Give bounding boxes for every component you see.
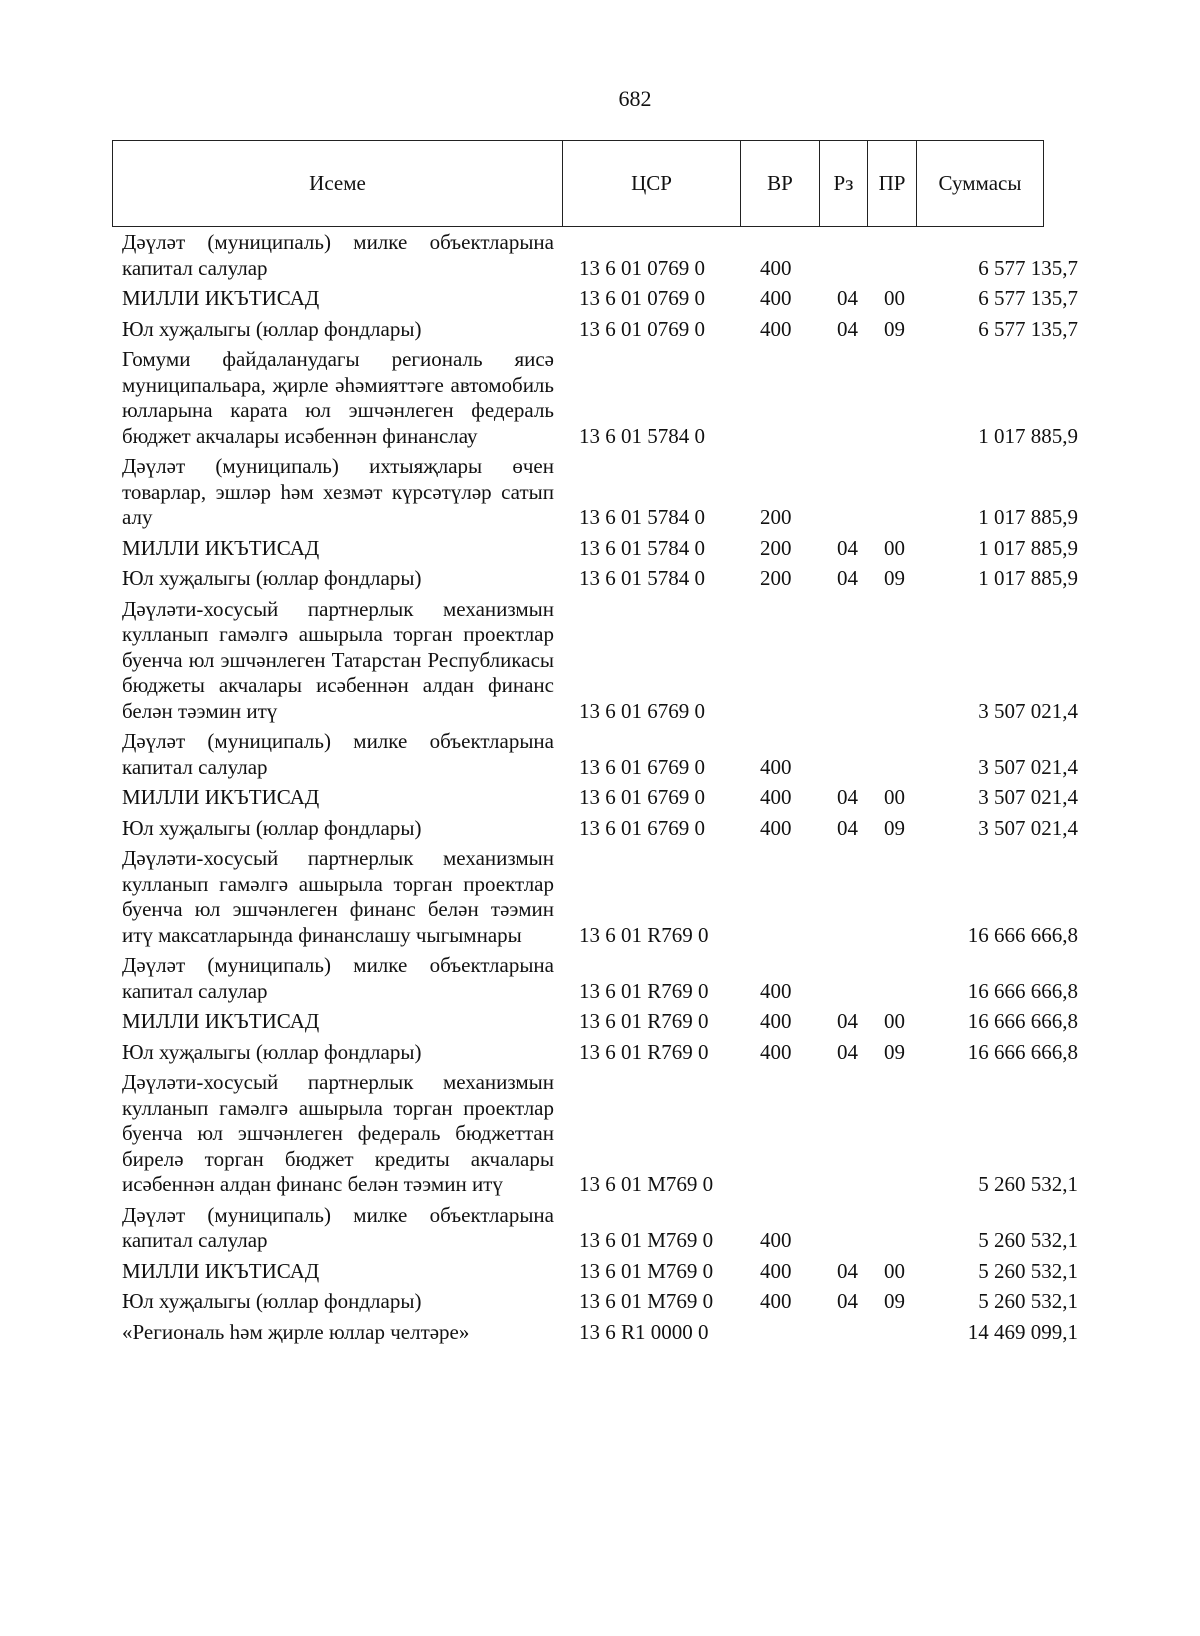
row-name: Дәүләт (муниципаль) милке объектларына капитал салулар xyxy=(122,953,554,1003)
row-sum: 1 017 885,9 xyxy=(978,535,1078,560)
table-row xyxy=(0,846,1200,948)
row-csr: 13 6 01 М769 0 xyxy=(579,1172,714,1196)
row-csr: 13 6 01 5784 0 xyxy=(579,505,705,529)
row-vr: 400 xyxy=(760,1039,792,1064)
row-name: Юл хуҗалыгы (юллар фондлары) xyxy=(122,815,422,840)
row-vr: 200 xyxy=(760,505,792,529)
row-pr: 00 xyxy=(884,1258,905,1283)
column-header-pr: ПР xyxy=(868,141,917,226)
row-rz: 04 xyxy=(837,1009,858,1033)
column-header-sum: Суммасы xyxy=(938,171,1022,195)
table-row xyxy=(0,1203,1200,1254)
table-row xyxy=(0,1320,1200,1346)
row-sum: 5 260 532,1 xyxy=(978,1258,1078,1283)
row-vr: 200 xyxy=(760,566,792,590)
row-name: Дәүләт (муниципаль) ихтыяҗлары өчен товарлар, эшләр һәм хезмәт күрсәтүләр сатып алу xyxy=(122,454,554,529)
row-rz: 04 xyxy=(837,286,858,310)
row-vr: 400 xyxy=(760,1009,792,1033)
row-csr: 13 6 01 5784 0 xyxy=(579,566,705,590)
row-pr: 00 xyxy=(884,286,905,310)
row-csr: 13 6 01 R769 0 xyxy=(579,1009,709,1033)
row-csr: 13 6 R1 0000 0 xyxy=(579,1319,709,1344)
row-rz: 04 xyxy=(837,1289,858,1313)
row-csr: 13 6 01 М769 0 xyxy=(579,1258,714,1283)
table-row xyxy=(0,1009,1200,1035)
row-csr: 13 6 01 R769 0 xyxy=(579,922,709,947)
row-vr: 400 xyxy=(760,316,792,341)
row-csr: 13 6 01 6769 0 xyxy=(579,815,705,840)
column-header-vr: ВР xyxy=(741,141,820,226)
row-sum: 6 577 135,7 xyxy=(978,286,1078,310)
row-vr: 400 xyxy=(760,286,792,310)
column-header-rz: Рз xyxy=(820,141,868,226)
row-pr: 00 xyxy=(884,535,905,560)
row-vr: 400 xyxy=(760,1258,792,1283)
row-pr: 00 xyxy=(884,785,905,809)
table-body xyxy=(0,230,1200,1350)
row-sum: 5 260 532,1 xyxy=(978,1228,1078,1252)
row-csr: 13 6 01 0769 0 xyxy=(579,255,705,280)
table-row xyxy=(0,1070,1200,1198)
row-pr: 09 xyxy=(884,1289,905,1313)
row-csr: 13 6 01 М769 0 xyxy=(579,1289,714,1313)
table-row xyxy=(0,1259,1200,1285)
row-csr: 13 6 01 R769 0 xyxy=(579,978,709,1003)
row-rz: 04 xyxy=(837,316,858,341)
page-number: 682 xyxy=(618,86,652,111)
row-name: МИЛЛИ ИКЪТИСАД xyxy=(122,1009,320,1033)
table-row xyxy=(0,566,1200,592)
row-csr: 13 6 01 0769 0 xyxy=(579,316,705,341)
row-sum: 16 666 666,8 xyxy=(967,922,1078,947)
row-name: МИЛЛИ ИКЪТИСАД xyxy=(122,286,320,310)
row-sum: 3 507 021,4 xyxy=(978,698,1078,723)
row-name: Юл хуҗалыгы (юллар фондлары) xyxy=(122,316,422,341)
row-sum: 3 507 021,4 xyxy=(978,815,1078,840)
row-vr: 400 xyxy=(760,1289,792,1313)
row-sum: 16 666 666,8 xyxy=(967,1009,1078,1033)
row-vr: 200 xyxy=(760,535,792,560)
row-csr: 13 6 01 5784 0 xyxy=(579,423,705,448)
row-name: «Региональ һәм җирле юллар челтәре» xyxy=(122,1319,470,1344)
row-rz: 04 xyxy=(837,785,858,809)
row-name: Юл хуҗалыгы (юллар фондлары) xyxy=(122,1039,422,1064)
row-name: МИЛЛИ ИКЪТИСАД xyxy=(122,785,320,809)
row-sum: 14 469 099,1 xyxy=(967,1319,1078,1344)
table-row xyxy=(0,347,1200,449)
row-sum: 1 017 885,9 xyxy=(978,423,1078,448)
table-row xyxy=(0,286,1200,312)
table-row xyxy=(0,1289,1200,1315)
row-vr: 400 xyxy=(760,754,792,779)
row-name: Дәүләти-хосусый партнерлык механизмын кулланып гамәлгә ашырыла торган проектлар буенча юл эшчәнлеген федераль бюджеттан бирелә торган бюджет кредиты акчалары исәбеннән алдан финанс белән тәэмин итү xyxy=(122,1070,554,1196)
row-name: МИЛЛИ ИКЪТИСАД xyxy=(122,1258,320,1283)
row-pr: 09 xyxy=(884,566,905,590)
row-name: Дәүләт (муниципаль) милке объектларына капитал салулар xyxy=(122,729,554,779)
row-csr: 13 6 01 6769 0 xyxy=(579,785,705,809)
row-name: Гомуми файдаланудагы региональ яисә муниципальара, җирле әһәмияттәге автомобиль юлларына карата юл эшчәнлеген федераль бюджет акчалары исәбеннән финанслау xyxy=(122,347,554,448)
table-row xyxy=(0,816,1200,842)
row-sum: 3 507 021,4 xyxy=(978,785,1078,809)
row-vr: 400 xyxy=(760,785,792,809)
row-csr: 13 6 01 6769 0 xyxy=(579,698,705,723)
row-sum: 5 260 532,1 xyxy=(978,1172,1078,1196)
row-csr: 13 6 01 6769 0 xyxy=(579,754,705,779)
row-pr: 09 xyxy=(884,815,905,840)
row-sum: 3 507 021,4 xyxy=(978,754,1078,779)
row-name: Юл хуҗалыгы (юллар фондлары) xyxy=(122,566,422,590)
column-header-csr: ЦСР xyxy=(563,141,741,226)
row-sum: 16 666 666,8 xyxy=(967,1039,1078,1064)
table-row xyxy=(0,317,1200,343)
row-pr: 00 xyxy=(884,1009,905,1033)
row-name: Дәүләт (муниципаль) милке объектларына капитал салулар xyxy=(122,1202,554,1252)
row-rz: 04 xyxy=(837,535,858,560)
row-pr: 09 xyxy=(884,1039,905,1064)
row-name: МИЛЛИ ИКЪТИСАД xyxy=(122,535,320,560)
row-sum: 6 577 135,7 xyxy=(978,316,1078,341)
table-row xyxy=(0,785,1200,811)
row-csr: 13 6 01 R769 0 xyxy=(579,1039,709,1064)
row-name: Дәүләт (муниципаль) милке объектларына капитал салулар xyxy=(122,230,554,280)
table-row xyxy=(0,597,1200,725)
row-pr: 09 xyxy=(884,316,905,341)
table-row xyxy=(0,536,1200,562)
column-header-name: Исеме xyxy=(113,141,563,226)
row-sum: 1 017 885,9 xyxy=(978,566,1078,590)
row-sum: 5 260 532,1 xyxy=(978,1289,1078,1313)
row-sum: 6 577 135,7 xyxy=(978,255,1078,280)
row-name: Юл хуҗалыгы (юллар фондлары) xyxy=(122,1289,422,1313)
table-row xyxy=(0,230,1200,281)
table-row xyxy=(0,953,1200,1004)
row-sum: 16 666 666,8 xyxy=(967,978,1078,1003)
row-rz: 04 xyxy=(837,1258,858,1283)
table-row xyxy=(0,1040,1200,1066)
row-name: Дәүләти-хосусый партнерлык механизмын кулланып гамәлгә ашырыла торган проектлар буенча юл эшчәнлеген финанс белән тәэмин итү максатларында финанслашу чыгымнары xyxy=(122,846,554,947)
row-sum: 1 017 885,9 xyxy=(978,505,1078,529)
table-row xyxy=(0,729,1200,780)
row-vr: 400 xyxy=(760,815,792,840)
row-rz: 04 xyxy=(837,1039,858,1064)
row-rz: 04 xyxy=(837,815,858,840)
table-header xyxy=(112,140,1044,227)
row-vr: 400 xyxy=(760,255,792,280)
row-rz: 04 xyxy=(837,566,858,590)
row-csr: 13 6 01 5784 0 xyxy=(579,535,705,560)
row-name: Дәүләти-хосусый партнерлык механизмын кулланып гамәлгә ашырыла торган проектлар буенча юл эшчәнлеген Татарстан Республикасы бюджеты акчалары исәбеннән алдан финанс белән тәэмин итү xyxy=(122,596,554,723)
row-vr: 400 xyxy=(760,1228,792,1252)
row-vr: 400 xyxy=(760,978,792,1003)
row-csr: 13 6 01 М769 0 xyxy=(579,1228,714,1252)
row-csr: 13 6 01 0769 0 xyxy=(579,286,705,310)
table-row xyxy=(0,454,1200,531)
